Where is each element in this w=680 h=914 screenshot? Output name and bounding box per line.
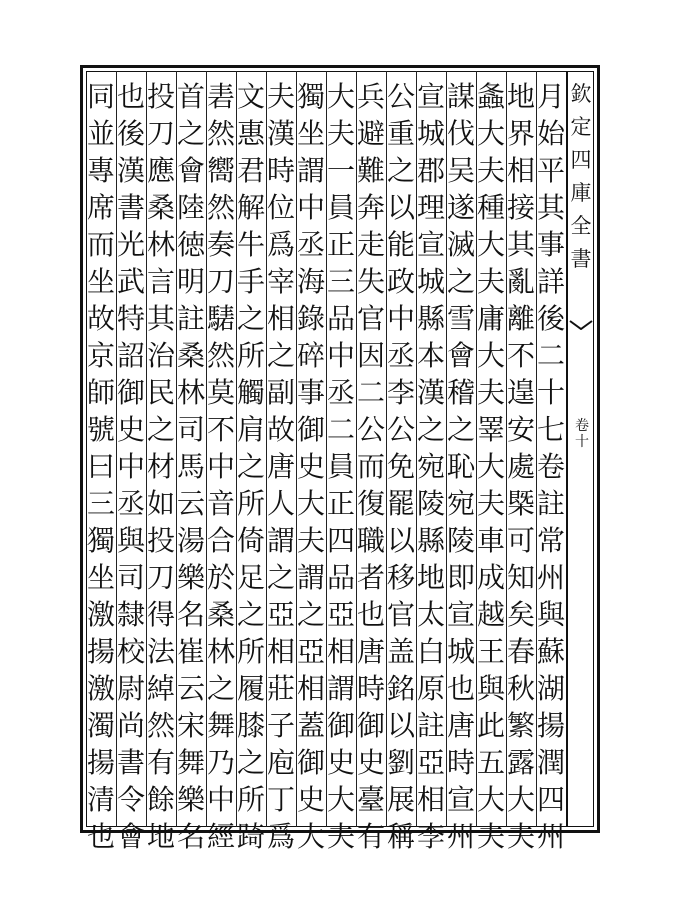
text-column: 砉 然 嚮 然 奏 刀 騞 然 莫 不 中 音 合 於 桑 林 之 舞 乃 中 經 <box>206 80 235 853</box>
column-rule <box>326 71 327 827</box>
column-rule <box>416 71 417 827</box>
column-rule <box>536 71 537 827</box>
text-column: 投 刀 應 桑 林 言 其 治 民 之 材 如 投 刀 得 法 綽 然 有 餘 地 <box>146 80 175 853</box>
text-column: 月 始 平 其 事 詳 後 二 十 七 卷 註 常 州 與 蘇 湖 揚 潤 四 州 <box>536 80 565 853</box>
column-rule <box>386 71 387 827</box>
fishtail-ornament <box>569 320 593 330</box>
text-column: 夫 漢 時 位 爲 宰 相 之 副 故 唐 人 謂 之 亞 相 莊 子 庖 丁 爲 <box>266 80 295 853</box>
column-rule <box>176 71 177 827</box>
column-rule <box>266 71 267 827</box>
column-rule <box>506 71 507 827</box>
text-column: 大 夫 一 員 正 三 品 中 丞 二 員 正 四 品 亞 相 謂 御 史 大 夫 <box>326 80 355 853</box>
column-rule <box>476 71 477 827</box>
text-column: 文 惠 君 解 牛 手 之 所 觸 肩 之 所 倚 足 之 所 履 膝 之 所 踦 <box>236 80 265 853</box>
book-title: 欽 定 四 庫 全 書 <box>570 82 592 271</box>
column-rule <box>446 71 447 827</box>
text-column: 同 並 專 席 而 坐 故 京 師 號 曰 三 獨 坐 激 揚 激 濁 揚 清 也 <box>86 80 115 853</box>
column-rule <box>296 71 297 827</box>
column-rule <box>146 71 147 827</box>
text-column: 首 之 會 陸 徳 明 註 桑 林 司 馬 云 湯 樂 名 崔 云 宋 舞 樂 名 <box>176 80 205 853</box>
column-rule <box>116 71 117 827</box>
volume-label: 卷 十 <box>575 418 589 450</box>
text-column: 也 後 漢 書 光 武 特 詔 御 史 中 丞 與 司 隸 校 尉 尚 書 令 會 <box>116 80 145 853</box>
text-column: 兵 避 難 奔 走 失 官 因 二 公 而 復 職 者 也 唐 時 御 史 臺 有 <box>356 80 385 853</box>
text-column: 公 重 之 以 能 政 中 丞 李 公 免 罷 以 移 官 盖 銘 以 劉 展 稱 <box>386 80 415 853</box>
text-column: 獨 坐 謂 中 丞 海 錄 碎 事 御 史 大 夫 謂 之 亞 相 蓋 御 史 大 <box>296 80 325 853</box>
text-column: 宣 城 郡 理 宣 城 縣 本 漢 之 宛 陵 縣 地 太 白 原 註 亞 相 李 <box>416 80 445 853</box>
column-rule <box>236 71 237 827</box>
column-rule <box>356 71 357 827</box>
text-column: 螽 大 夫 種 大 夫 庸 大 夫 睪 大 夫 車 成 越 王 與 此 五 大 夫 <box>476 80 505 853</box>
text-column: 謀 伐 吴 遂 滅 之 雪 會 稽 之 恥 宛 陵 即 宣 城 也 唐 時 宣 州 <box>446 80 475 853</box>
column-rule <box>206 71 207 827</box>
text-column: 地 界 相 接 其 亂 離 不 遑 安 處 槩 可 知 矣 春 秋 繁 露 大 夫 <box>506 80 535 853</box>
